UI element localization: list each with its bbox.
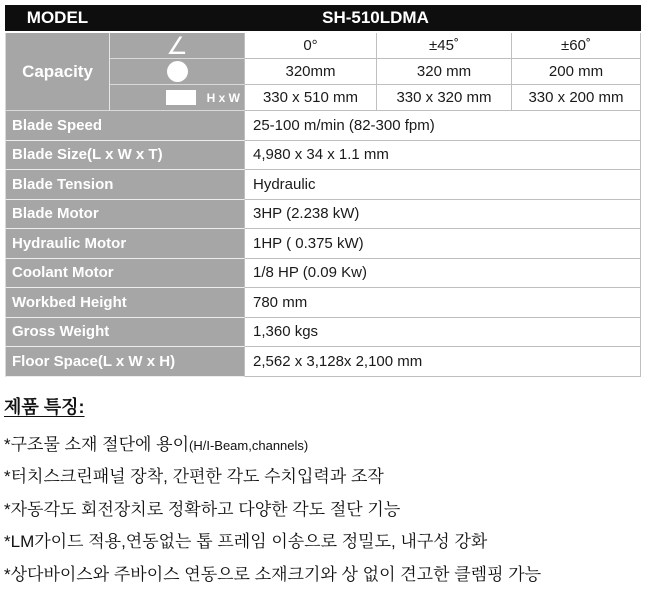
spec-value: 3HP (2.238 kW) (245, 200, 641, 230)
rectangle-icon (166, 90, 196, 105)
spec-row-floor-space (5, 347, 641, 377)
feature-text: *구조물 소재 절단에 용이 (4, 434, 190, 454)
spec-row-blade-motor (5, 200, 641, 230)
hxw-label: H x W (206, 90, 240, 105)
angle-col-45: ±45˚ (377, 33, 512, 59)
feature-item (4, 526, 641, 559)
table-header-row (5, 5, 641, 33)
round-capacity-0: 320mm (245, 59, 377, 85)
spec-row-gross-weight (5, 318, 641, 348)
spec-row-coolant-motor (5, 259, 641, 289)
spec-row-workbed-height (5, 288, 641, 318)
spec-row-hydraulic-motor (5, 229, 641, 259)
angle-col-0: 0° (245, 33, 377, 59)
feature-note: (H/I-Beam,channels) (189, 437, 309, 453)
spec-label: Blade Size(L x W x T) (5, 141, 245, 171)
spec-row-blade-size (5, 141, 641, 171)
spec-label: Floor Space(L x W x H) (5, 347, 245, 377)
product-features-section (4, 393, 641, 592)
rect-capacity-45: 330 x 320 mm (377, 85, 512, 111)
round-stock-icon-cell (110, 59, 245, 85)
circle-icon (167, 61, 188, 82)
spec-value: Hydraulic (245, 170, 641, 200)
angle-col-60: ±60˚ (512, 33, 641, 59)
model-header-cell: MODEL (5, 5, 110, 33)
spec-value: 1/8 HP (0.09 Kw) (245, 259, 641, 289)
feature-item (4, 494, 641, 527)
spec-label: Blade Speed (5, 111, 245, 141)
spec-value: 4,980 x 34 x 1.1 mm (245, 141, 641, 171)
feature-text: *LM가이드 적용,연동없는 톱 프레임 이송으로 정밀도, 내구성 강화 (4, 532, 488, 551)
rect-capacity-60: 330 x 200 mm (512, 85, 641, 111)
angle-icon: ∠ (166, 33, 188, 59)
spec-label: Gross Weight (5, 318, 245, 348)
round-capacity-60: 200 mm (512, 59, 641, 85)
spec-label: Blade Tension (5, 170, 245, 200)
round-capacity-45: 320 mm (377, 59, 512, 85)
feature-item (4, 559, 641, 592)
capacity-angle-row (5, 33, 641, 59)
feature-text: *자동각도 회전장치로 정확하고 다양한 각도 절단 기능 (4, 499, 401, 519)
spec-value: 2,562 x 3,128x 2,100 mm (245, 347, 641, 377)
spec-value: 1HP ( 0.375 kW) (245, 229, 641, 259)
model-value-cell: SH-510LDMA (110, 5, 641, 33)
capacity-label-cell: Capacity (5, 33, 110, 111)
feature-text: *상다바이스와 주바이스 연동으로 소재크기와 상 없이 견고한 클렘핑 가능 (4, 564, 542, 584)
spec-value: 25-100 m/min (82-300 fpm) (245, 111, 641, 141)
spec-label: Workbed Height (5, 288, 245, 318)
spec-row-blade-tension (5, 170, 641, 200)
spec-row-blade-speed (5, 111, 641, 141)
feature-item (4, 429, 641, 462)
rect-stock-icon-cell (110, 85, 245, 111)
spec-label: Blade Motor (5, 200, 245, 230)
feature-item (4, 461, 641, 494)
spec-label: Coolant Motor (5, 259, 245, 289)
miter-angle-icon-cell (110, 33, 245, 59)
spec-value: 780 mm (245, 288, 641, 318)
feature-text: *터치스크린패널 장착, 간편한 각도 수치입력과 조작 (4, 467, 384, 486)
features-title: 제품 특징: (4, 396, 85, 417)
spec-value: 1,360 kgs (245, 318, 641, 348)
rect-capacity-0: 330 x 510 mm (245, 85, 377, 111)
spec-table (5, 5, 641, 377)
spec-label: Hydraulic Motor (5, 229, 245, 259)
